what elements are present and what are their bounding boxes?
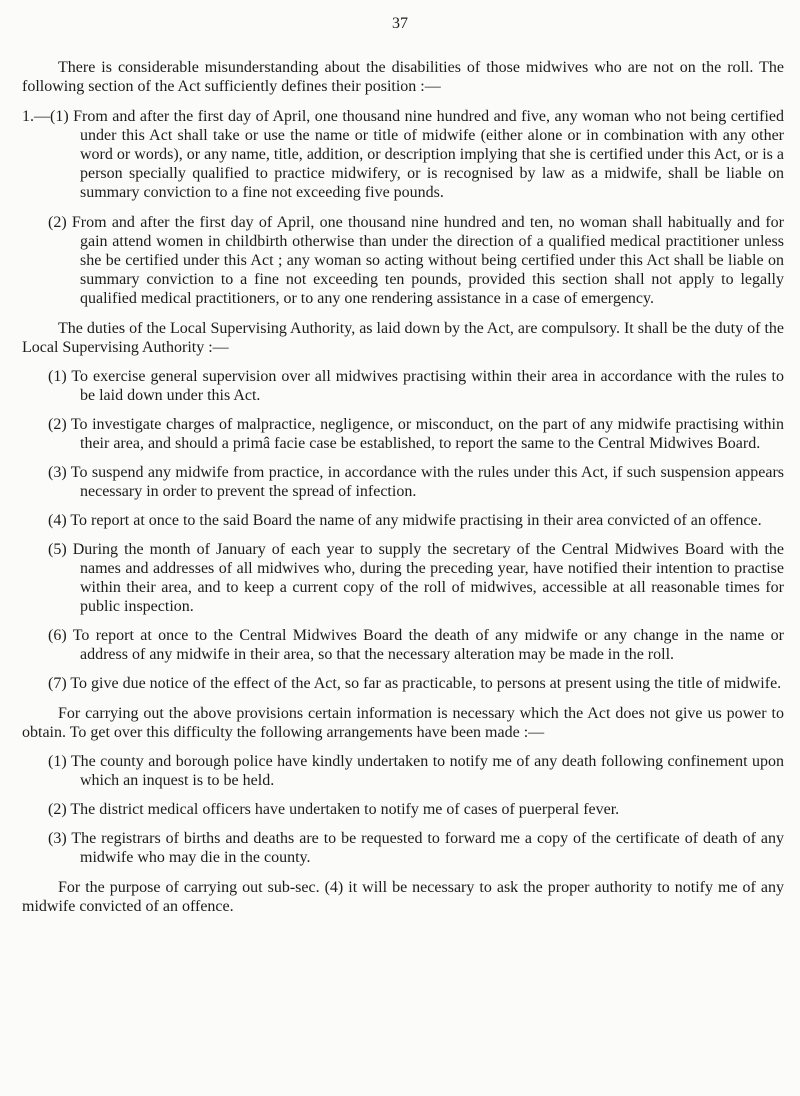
duty-item: (7) To give due notice of the effect of the Act, so far as practicable, to persons at present using the title of midwife. [48,675,782,692]
closing-paragraph: For the purpose of carrying out sub-sec. (4) it will be necessary to ask the proper authority to notify me of any midwife convicted of an offence. [22,879,784,915]
page-number: 37 [392,15,408,32]
act-subsection-1: 1.—(1) From and after the first day of April, one thousand nine hundred and five, any woman who not being certified under this Act shall take or use the name or title of midwife (either alone or in combination with any other word or words), or any name, title, addition, or description implying that she is certified under this Act, or is a person specially qualified to practice midwifery, or is recognised by law as a midwife, shall be liable on summary conviction to a fine not exceeding five pounds. [22,108,784,201]
duty-item: (3) To suspend any midwife from practice, in accordance with the rules under this Act, if such suspension appears necessary in order to prevent the spread of infection. [48,464,784,500]
arrangements-intro-paragraph: For carrying out the above provisions certain information is necessary which the Act does not give us power to obtain. To get over this difficulty the following arrangements have been made :— [22,705,784,741]
duty-item: (4) To report at once to the said Board the name of any midwife practising in their area convicted of an offence. [48,512,762,529]
duty-item: (1) To exercise general supervision over all midwives practising within their area in accordance with the rules to be laid down under this Act. [48,368,784,404]
duties-intro-paragraph: The duties of the Local Supervising Authority, as laid down by the Act, are compulsory. It shall be the duty of the Local Supervising Authority :— [22,320,784,356]
act-subsection-2: (2) From and after the first day of April, one thousand nine hundred and ten, no woman shall habitually and for gain attend women in childbirth otherwise than under the direction of a qualified medical practitioner unless she be certified under this Act ; any woman so acting without being certified under this Act shall be liable on summary conviction to a fine not exceeding ten pounds, provided this section shall not apply to legally qualified medical practitioners, or to any one rendering assistance in a case of emergency. [48,214,784,307]
arrangement-item: (1) The county and borough police have kindly undertaken to notify me of any death following confinement upon which an inquest is to be held. [48,753,784,789]
arrangement-item: (3) The registrars of births and deaths are to be requested to forward me a copy of the certificate of death of any midwife who may die in the county. [48,830,784,866]
document-body [22,58,784,916]
duty-item: (2) To investigate charges of malpractice, negligence, or misconduct, on the part of any midwife practising within their area, and should a primâ facie case be established, to report the same to the Central Midwives Board. [48,416,784,452]
arrangement-item: (2) The district medical officers have undertaken to notify me of cases of puerperal fever. [48,801,620,818]
duty-item: (6) To report at once to the Central Midwives Board the death of any midwife or any change in the name or address of any midwife in their area, so that the necessary alteration may be made in the roll. [48,627,784,663]
duty-item: (5) During the month of January of each year to supply the secretary of the Central Midwives Board with the names and addresses of all midwives who, during the preceding year, have notified their intention to practise within their area, and to keep a current copy of the roll of midwives, accessible at all reasonable times for public inspection. [48,541,784,615]
intro-paragraph: There is considerable misunderstanding about the disabilities of those midwives who are not on the roll. The following section of the Act sufficiently defines their position :— [22,59,784,95]
